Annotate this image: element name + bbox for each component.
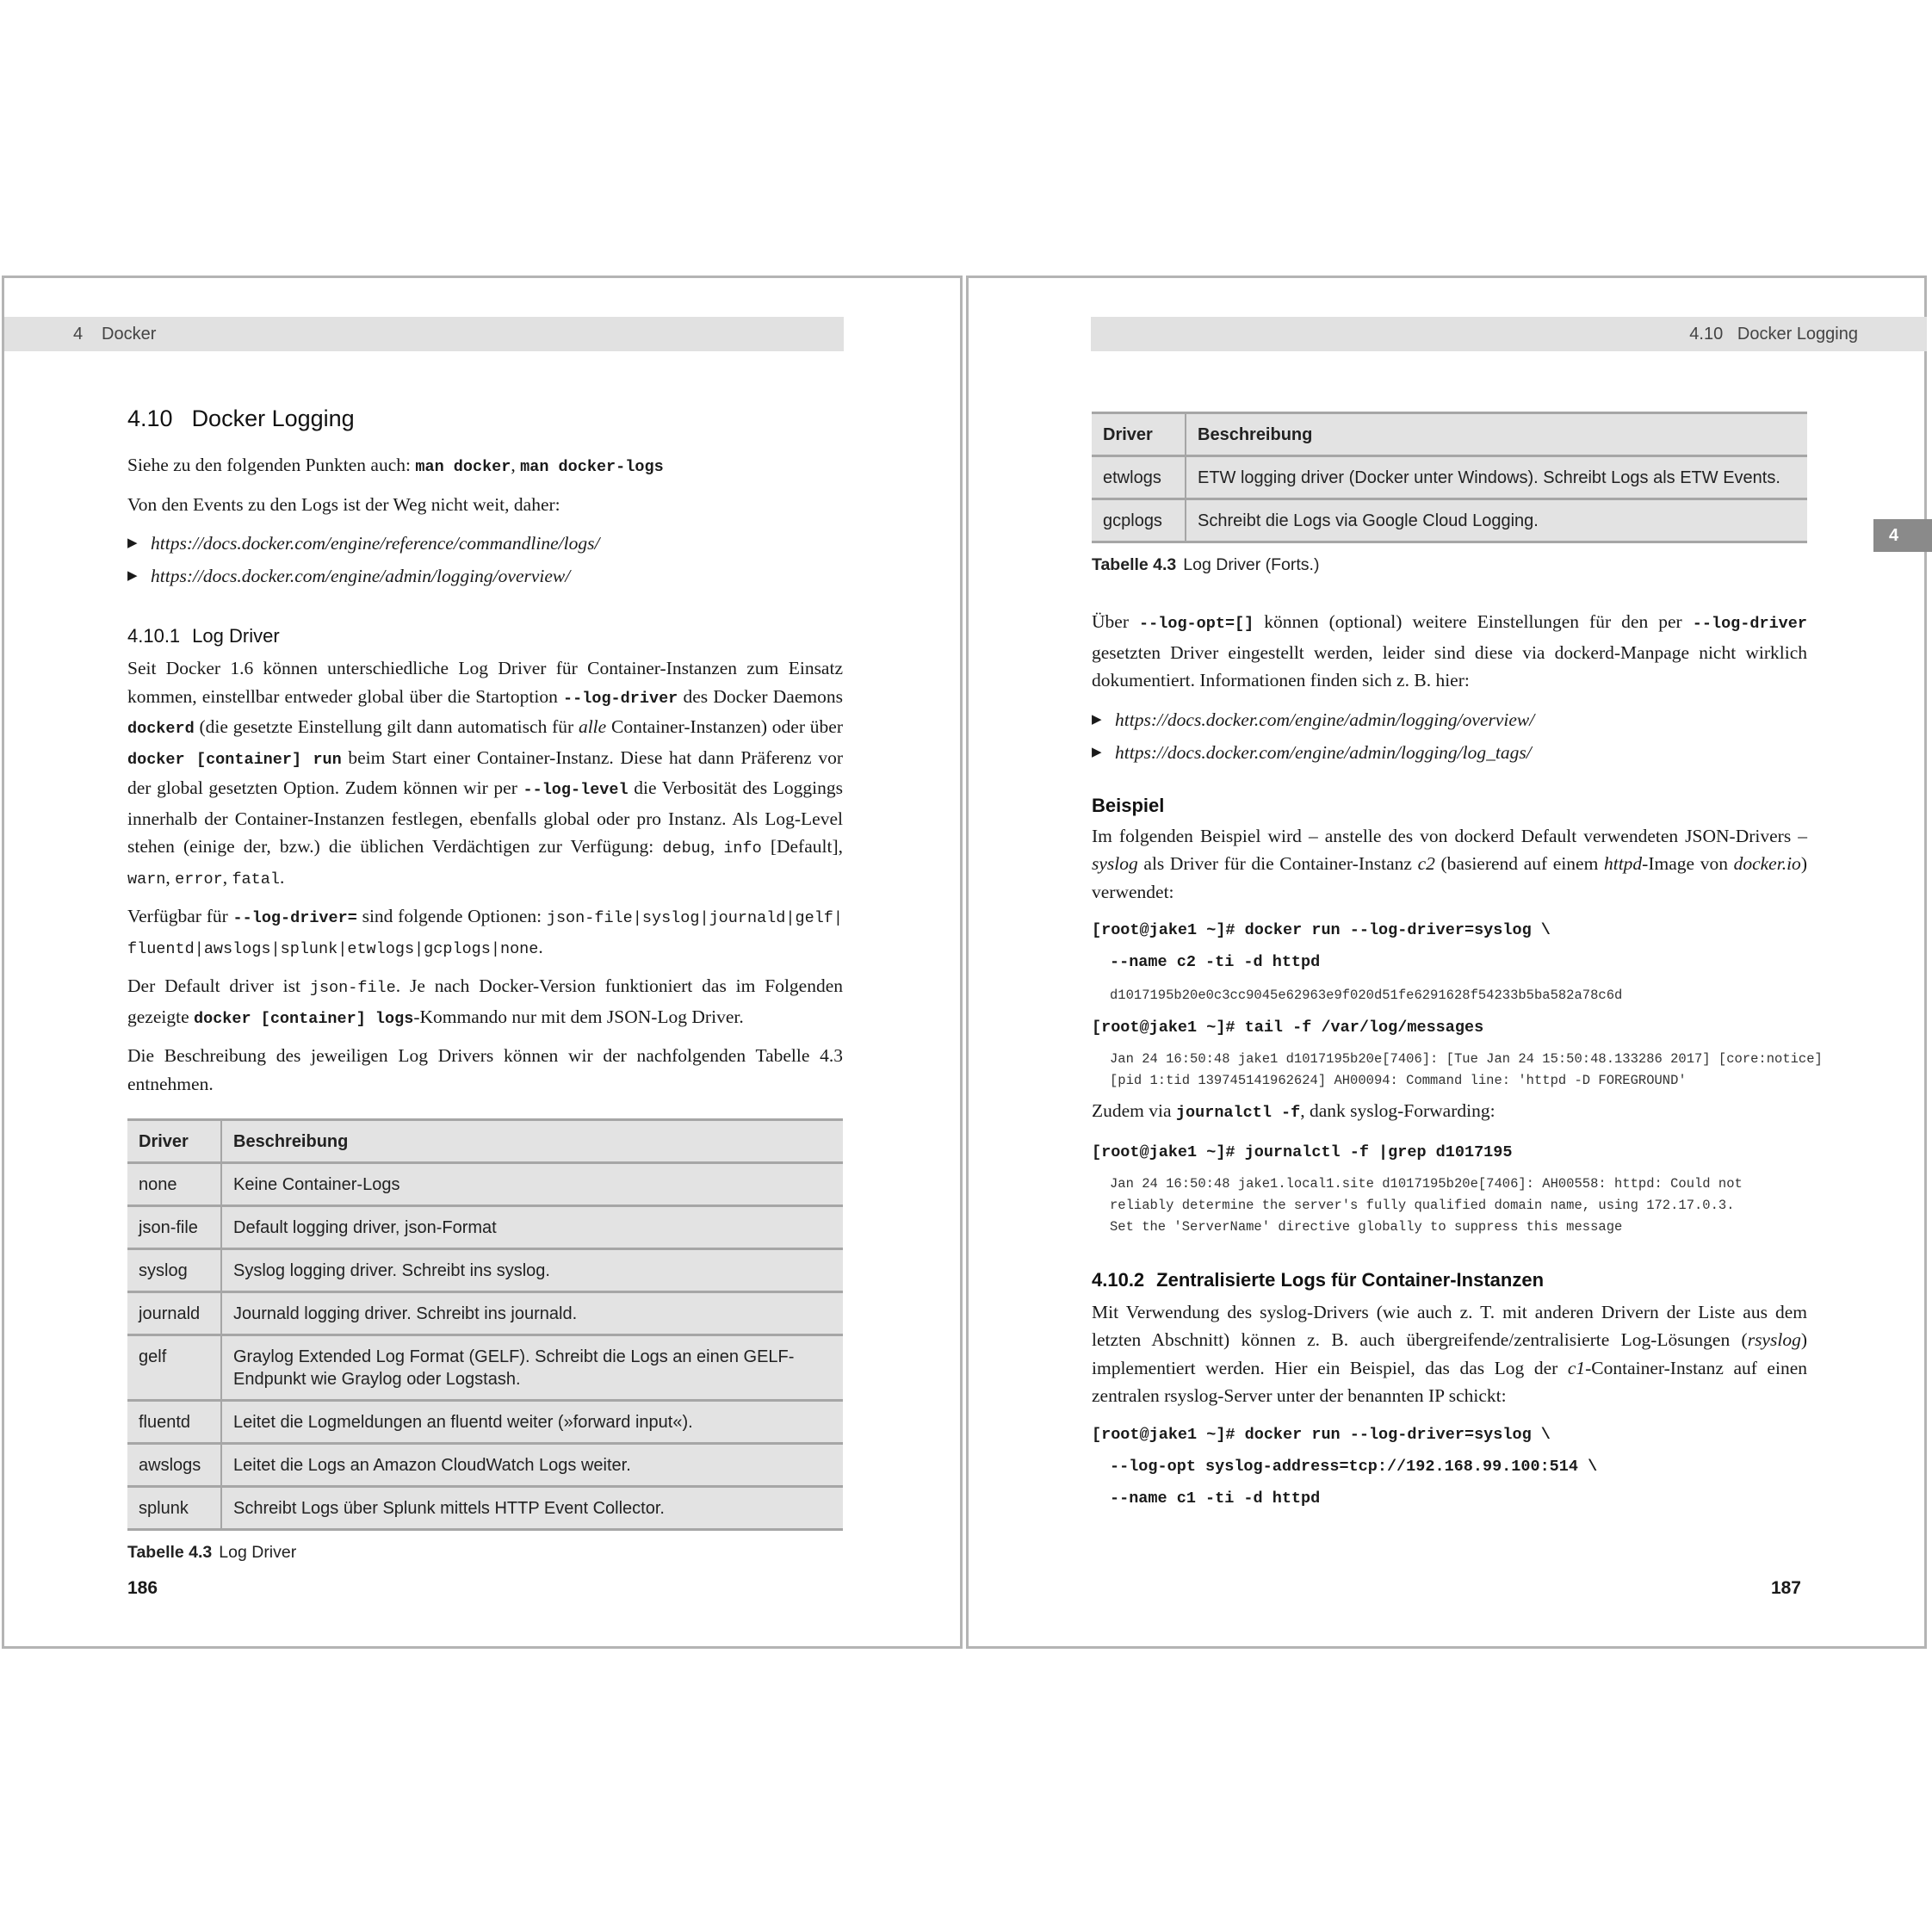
emphasis: syslog xyxy=(1092,853,1138,874)
command-block xyxy=(1092,1419,1807,1514)
code: docker [container] logs xyxy=(194,1009,414,1028)
driver-cell: syslog xyxy=(127,1249,221,1292)
emphasis: httpd xyxy=(1603,853,1643,874)
table-caption xyxy=(1092,555,1807,575)
text: Zudem via xyxy=(1092,1100,1176,1121)
driver-cell: fluentd xyxy=(127,1401,221,1444)
emphasis: c1 xyxy=(1567,1357,1586,1378)
code: journalctl -f xyxy=(1175,1104,1301,1122)
text: Mit Verwendung des syslog-Drivers (wie auch z. T. mit anderen Drivern der Liste aus dem letzten Abschnitt) können z. B. auch übergreifende/zentralisierte Log-Lösungen ( xyxy=(1092,1301,1807,1350)
section-heading xyxy=(127,406,843,432)
table-row xyxy=(1092,499,1807,542)
running-head-left xyxy=(4,317,844,351)
text: . Je nach Docker-Version funktioniert das im Folgenden gezeigte xyxy=(127,975,844,1027)
left-content xyxy=(127,406,843,1563)
caption-label: Tabelle 4.3 xyxy=(1092,555,1177,574)
table-caption xyxy=(127,1543,843,1563)
right-page xyxy=(966,276,1927,1649)
text: Seit Docker 1.6 können unterschiedliche Log Driver für Container-Instanzen zum Einsatz kommen, einstellbar entweder global über die Startoption xyxy=(127,658,843,707)
code: --log-opt=[] xyxy=(1139,615,1254,633)
driver-cell: none xyxy=(127,1163,221,1206)
code-options: json-file|syslog|journald|gelf|fluentd|awslogs|splunk|etwlogs|gcplogs|none xyxy=(127,909,843,958)
driver-cell: journald xyxy=(127,1292,221,1335)
triangle-bullet-icon: ▶ xyxy=(127,536,138,550)
table-row xyxy=(1092,456,1807,499)
code-man-docker: man docker xyxy=(415,458,511,476)
table-header-row xyxy=(127,1120,843,1163)
description-cell: Leitet die Logs an Amazon CloudWatch Logs weiter. xyxy=(221,1444,843,1487)
link[interactable]: https://docs.docker.com/engine/admin/logging/overview/ xyxy=(1115,709,1535,730)
text: -Kommando nur mit dem JSON-Log Driver. xyxy=(413,1006,744,1027)
command-block: [root@jake1 ~]# journalctl -f |grep d1017195 xyxy=(1092,1142,1513,1161)
code: error xyxy=(175,870,223,889)
column-header: Beschreibung xyxy=(1186,413,1807,456)
page-number: 187 xyxy=(1770,1578,1801,1598)
triangle-bullet-icon: ▶ xyxy=(127,569,138,583)
subsection-title: Zentralisierte Logs für Container-Instanzen xyxy=(1156,1268,1545,1291)
text: -Image von xyxy=(1642,853,1734,874)
caption-text: Log Driver (Forts.) xyxy=(1183,555,1320,574)
emphasis: docker.io xyxy=(1733,853,1801,874)
command-line: [root@jake1 ~]# docker run --log-driver=syslog \ xyxy=(1092,921,1551,939)
code: dockerd xyxy=(127,720,195,738)
text: ) implementiert werden. Hier ein Beispiel, das das Log der xyxy=(1092,1329,1807,1378)
table-row xyxy=(127,1249,843,1292)
description-cell: Keine Container-Logs xyxy=(221,1163,843,1206)
beispiel-heading: Beispiel xyxy=(1092,794,1165,816)
chapter-number: 4 xyxy=(73,325,84,344)
triangle-bullet-icon: ▶ xyxy=(1092,745,1102,759)
command-block xyxy=(1092,914,1807,978)
text: Über xyxy=(1092,611,1140,632)
command-line: [root@jake1 ~]# docker run --log-driver=syslog \ xyxy=(1092,1425,1551,1444)
paragraph-siehe xyxy=(127,451,843,482)
paragraph-mit xyxy=(1092,1298,1807,1410)
table-row xyxy=(127,1487,843,1530)
text: beim Start einer Container-Instanz. Diese hat dann Präferenz vor der global gesetzten Option. Zudem können wir per xyxy=(127,746,843,798)
paragraph-verfuegbar xyxy=(127,902,843,963)
link-list xyxy=(1092,703,1807,769)
link-list xyxy=(127,527,843,592)
running-head-right xyxy=(1091,317,1927,351)
table-row xyxy=(127,1292,843,1335)
code: fatal xyxy=(232,870,280,889)
text: (basierend auf einem xyxy=(1434,853,1604,874)
section-title: Docker Logging xyxy=(191,406,355,431)
subsection-heading xyxy=(1092,1269,1807,1291)
description-cell: Leitet die Logmeldungen an fluentd weiter (»forward input«). xyxy=(221,1401,843,1444)
paragraph-events: Von den Events zu den Logs ist der Weg nicht weit, daher: xyxy=(127,493,560,515)
subsection-number: 4.10.1 xyxy=(127,625,181,647)
section-number: 4.10 xyxy=(1689,325,1724,344)
triangle-bullet-icon: ▶ xyxy=(1092,712,1102,727)
caption-text: Log Driver xyxy=(219,1543,297,1562)
text: Im folgenden Beispiel wird – anstelle des von dockerd Default verwendeten JSON-Drivers – xyxy=(1092,825,1807,846)
driver-cell: gcplogs xyxy=(1092,499,1186,542)
text: des Docker Daemons xyxy=(678,685,843,707)
emphasis: c2 xyxy=(1417,853,1435,874)
paragraph-seit xyxy=(127,654,843,894)
left-page xyxy=(2,276,963,1649)
text: [Default], xyxy=(761,836,843,857)
text: die Verbosität des Loggings innerhalb der Container-Instanzen festlegen, ebenfalls global oder pro Instanz. Als Log-Level stehen (einige der, bzw.) die üblichen Verdächtigen zur Verfügung: xyxy=(127,777,843,857)
list-item xyxy=(1092,736,1807,769)
text: -Container-Instanz auf einen zentralen rsyslog-Server unter der benannten IP schickt: xyxy=(1092,1357,1807,1406)
code: --log-driver xyxy=(563,689,678,708)
paragraph-default xyxy=(127,972,843,1033)
text: gesetzten Driver eingestellt werden, leider sind diese via dockerd-Manpage nicht wirklich dokumentiert. Informationen finden sich z. B. hier: xyxy=(1092,641,1807,690)
text: sind folgende Optionen: xyxy=(356,906,547,926)
log-driver-table xyxy=(127,1118,843,1531)
section-title: Docker Logging xyxy=(1737,325,1858,344)
text: ) verwendet: xyxy=(1092,853,1807,902)
driver-cell: splunk xyxy=(127,1487,221,1530)
link[interactable]: https://docs.docker.com/engine/admin/logging/overview/ xyxy=(151,566,571,586)
command-output: Jan 24 16:50:48 jake1 d1017195b20e[7406]: [Tue Jan 24 15:50:48.133286 2017] [core:notice] [pid 1:tid 139745141962624] AH00094: Command line: 'httpd -D FOREGROUND' xyxy=(1110,1051,1823,1088)
list-item xyxy=(1092,703,1807,736)
list-item xyxy=(127,527,843,560)
column-header: Driver xyxy=(1092,413,1186,456)
code: --log-level xyxy=(523,781,629,799)
paragraph-zudem xyxy=(1092,1097,1807,1128)
text: . xyxy=(538,936,543,957)
subsection-heading xyxy=(127,625,843,647)
text: , xyxy=(222,866,232,888)
chapter-title: Docker xyxy=(102,325,157,344)
driver-cell: gelf xyxy=(127,1335,221,1401)
table-row xyxy=(127,1444,843,1487)
description-cell: Schreibt die Logs via Google Cloud Logging. xyxy=(1186,499,1807,542)
command-line: --name c2 -ti -d httpd xyxy=(1110,953,1321,971)
list-item xyxy=(127,560,843,592)
code: docker [container] run xyxy=(127,750,342,769)
text: , xyxy=(165,866,176,888)
column-header: Driver xyxy=(127,1120,221,1163)
description-cell: Syslog logging driver. Schreibt ins syslog. xyxy=(221,1249,843,1292)
text: Container-Instanzen) oder über xyxy=(606,716,843,737)
text: (die gesetzte Einstellung gilt dann automatisch für xyxy=(194,716,579,737)
table-body xyxy=(127,1163,843,1530)
text: können (optional) weitere Einstellungen für den per xyxy=(1254,611,1693,632)
code: info xyxy=(723,839,762,858)
command-line: --log-opt syslog-address=tcp://192.168.99.100:514 \ xyxy=(1110,1457,1598,1476)
code: debug xyxy=(662,839,710,858)
driver-cell: etwlogs xyxy=(1092,456,1186,499)
code: --log-driver xyxy=(1692,615,1807,633)
command-output: d1017195b20e0c3cc9045e62963e9f020d51fe6291628f54233b5ba582a78c6d xyxy=(1110,988,1623,1003)
emphasis: rsyslog xyxy=(1747,1329,1801,1350)
link[interactable]: https://docs.docker.com/engine/admin/logging/log_tags/ xyxy=(1115,741,1532,763)
page-number: 186 xyxy=(127,1578,158,1598)
text: Der Default driver ist xyxy=(127,975,310,996)
paragraph-beschreibung: Die Beschreibung des jeweiligen Log Drivers können wir der nachfolgenden Tabelle 4.3 entnehmen. xyxy=(127,1045,843,1094)
command-line: --name c1 -ti -d httpd xyxy=(1110,1489,1321,1508)
column-header: Beschreibung xyxy=(221,1120,843,1163)
text: , xyxy=(511,455,521,475)
text: Siehe zu den folgenden Punkten auch: xyxy=(127,455,416,475)
link[interactable]: https://docs.docker.com/engine/reference/commandline/logs/ xyxy=(151,533,600,554)
description-cell: Graylog Extended Log Format (GELF). Schreibt die Logs an einen GELF-Endpunkt wie Graylog oder Logstash. xyxy=(221,1335,843,1401)
subsection-number: 4.10.2 xyxy=(1092,1268,1145,1291)
table-row xyxy=(127,1401,843,1444)
description-cell: ETW logging driver (Docker unter Windows). Schreibt Logs als ETW Events. xyxy=(1186,456,1807,499)
command-output: Jan 24 16:50:48 jake1.local1.site d1017195b20e[7406]: AH00558: httpd: Could not reliably determine the server's fully qualified domain name, using 172.17.0.3. Set the 'ServerName' directive globally to suppress this message xyxy=(1110,1175,1743,1235)
text: als Driver für die Container-Instanz xyxy=(1137,853,1418,874)
text: , dank syslog-Forwarding: xyxy=(1300,1100,1495,1121)
subsection-title: Log Driver xyxy=(192,625,280,647)
table-header-row xyxy=(1092,413,1807,456)
description-cell: Default logging driver, json-Format xyxy=(221,1206,843,1249)
chapter-tab-marker: 4 xyxy=(1873,519,1932,552)
command-block: [root@jake1 ~]# tail -f /var/log/messages xyxy=(1092,1019,1484,1037)
emphasis: alle xyxy=(578,716,607,737)
code: json-file xyxy=(309,979,396,997)
text: . xyxy=(279,866,285,888)
table-row xyxy=(127,1206,843,1249)
right-content xyxy=(1092,412,1823,1514)
driver-cell: awslogs xyxy=(127,1444,221,1487)
paragraph-beispiel xyxy=(1092,822,1807,907)
paragraph-ueber xyxy=(1092,608,1807,695)
table-row xyxy=(127,1163,843,1206)
code: warn xyxy=(127,870,166,889)
driver-cell: json-file xyxy=(127,1206,221,1249)
section-number: 4.10 xyxy=(127,406,173,431)
code-man-docker-logs: man docker-logs xyxy=(520,458,664,476)
code: --log-driver= xyxy=(232,909,357,927)
caption-label: Tabelle 4.3 xyxy=(127,1543,213,1562)
text: , xyxy=(709,836,724,857)
table-row xyxy=(127,1335,843,1401)
description-cell: Journald logging driver. Schreibt ins journald. xyxy=(221,1292,843,1335)
text: Verfügbar für xyxy=(127,906,233,926)
log-driver-table-continued xyxy=(1092,412,1807,543)
description-cell: Schreibt Logs über Splunk mittels HTTP Event Collector. xyxy=(221,1487,843,1530)
table-body xyxy=(1092,456,1807,542)
